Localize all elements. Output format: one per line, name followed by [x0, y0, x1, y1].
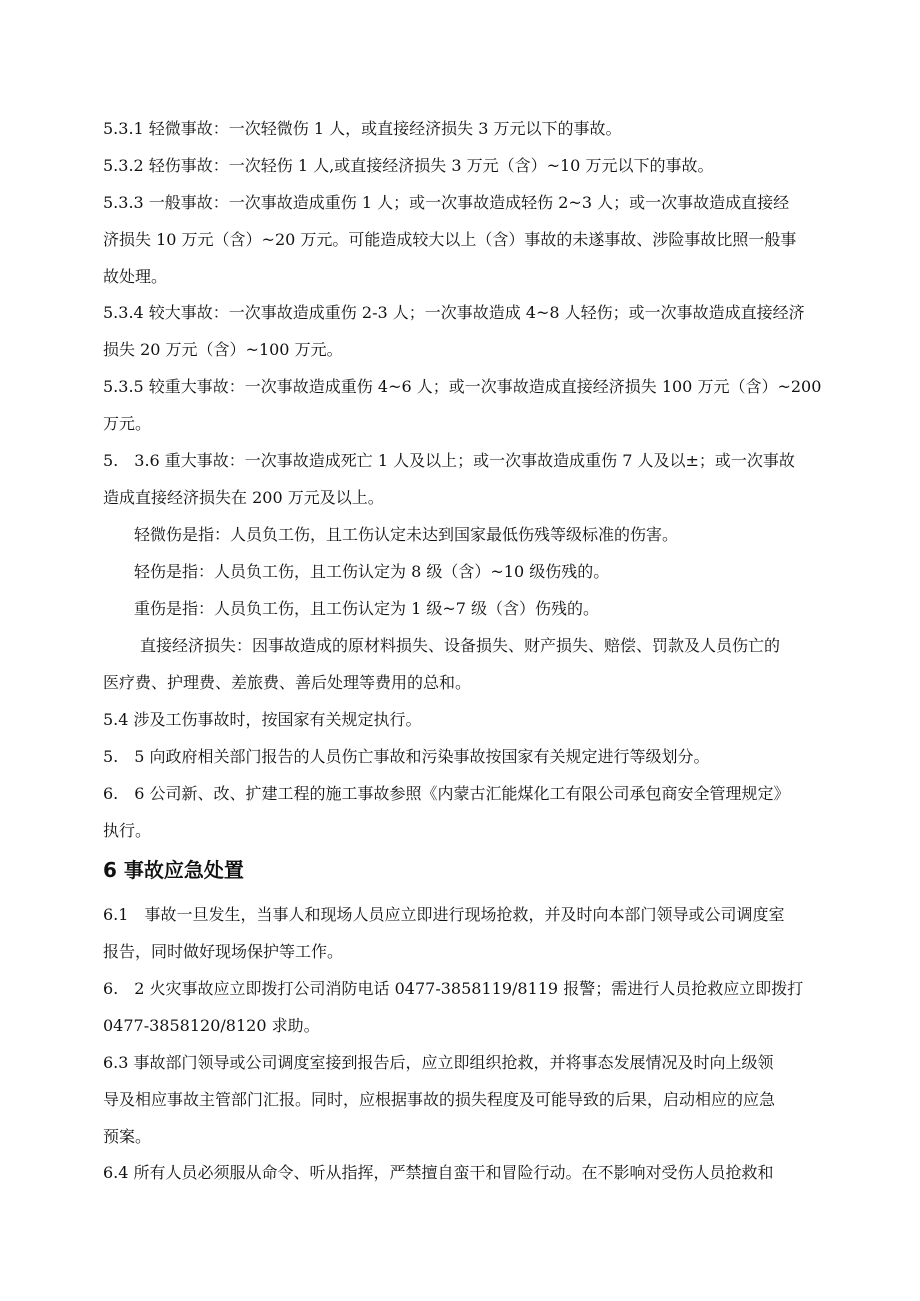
text-line: 5.3.2 轻伤事故：一次轻伤 1 人,或直接经济损失 3 万元（含）~10 万元以下的事故。: [103, 156, 714, 175]
clause-6-1: [103, 896, 823, 970]
text-line: 报告，同时做好现场保护等工作。: [103, 942, 344, 961]
text-line: 5.4 涉及工伤事故时，按国家有关规定执行。: [103, 710, 422, 729]
text-line: 直接经济损失：因事故造成的原材料损失、设备损失、财产损失、赔偿、罚款及人员伤亡的: [140, 636, 781, 655]
definition-direct-loss: [103, 627, 823, 701]
text-line: 轻伤是指：人员负工伤，且工伤认定为 8 级（含）~10 级伤残的。: [134, 562, 610, 581]
text-line: 5.3.4 较大事故：一次事故造成重伤 2-3 人；一次事故造成 4~8 人轻伤；或一次事故造成直接经济: [103, 303, 805, 322]
clause-5-3-5: [103, 368, 823, 442]
clause-6-2: [103, 970, 823, 1044]
text-line: 造成直接经济损失在 200 万元及以上。: [103, 488, 384, 507]
text-line: 济损失 10 万元（含）~20 万元。可能造成较大以上（含）事故的未遂事故、涉险事故比照一般事: [103, 230, 797, 249]
text-line: 5. 5 向政府相关部门报告的人员伤亡事故和污染事故按国家有关规定进行等级划分。: [103, 747, 710, 766]
text-line: 轻微伤是指：人员负工伤，且工伤认定未达到国家最低伤残等级标准的伤害。: [134, 525, 679, 544]
definition-serious-injury: [134, 590, 824, 627]
text-line: 故处理。: [103, 267, 168, 286]
clause-5-3-1: [103, 110, 823, 147]
clause-5-6: [103, 775, 823, 849]
text-line: 5. 3.6 重大事故：一次事故造成死亡 1 人及以上；或一次事故造成重伤 7 人及以±；或一次事故: [103, 451, 795, 470]
clause-5-3-2: [103, 147, 823, 184]
clause-5-3-4: [103, 294, 823, 368]
text-line: 5.3.1 轻微事故：一次轻微伤 1 人，或直接经济损失 3 万元以下的事故。: [103, 119, 622, 138]
text-line: 6. 6 公司新、改、扩建工程的施工事故参照《内蒙古汇能煤化工有限公司承包商安全管理规定》: [103, 784, 790, 803]
text-line: 导及相应事故主管部门汇报。同时，应根据事故的损失程度及可能导致的后果，启动相应的应急: [103, 1090, 776, 1109]
clause-5-3-3: [103, 184, 823, 295]
clause-5-3-6: [103, 442, 823, 516]
clause-5-4: [103, 701, 823, 738]
text-line: 6.4 所有人员必须服从命令、听从指挥，严禁擅自蛮干和冒险行动。在不影响对受伤人员抢救和: [103, 1163, 774, 1182]
clause-6-4: [103, 1154, 823, 1191]
text-line: 损失 20 万元（含）~100 万元。: [103, 340, 343, 359]
text-line: 医疗费、护理费、差旅费、善后处理等费用的总和。: [103, 673, 472, 692]
text-line: 6.1 事故一旦发生，当事人和现场人员应立即进行现场抢救，并及时向本部门领导或公司调度室: [103, 905, 785, 924]
text-line: 5.3.5 较重大事故：一次事故造成重伤 4~6 人；或一次事故造成直接经济损失 100 万元（含）~200: [103, 377, 822, 396]
text-line: 重伤是指：人员负工伤，且工伤认定为 1 级~7 级（含）伤残的。: [134, 599, 600, 618]
text-line: 万元。: [103, 414, 152, 433]
text-line: 5.3.3 一般事故：一次事故造成重伤 1 人；或一次事故造成轻伤 2~3 人；或一次事故造成直接经: [103, 193, 790, 212]
text-line: 执行。: [103, 821, 152, 840]
text-line: 6. 2 火灾事故应立即拨打公司消防电话 0477-3858119/8119 报警；需进行人员抢救应立即拨打: [103, 979, 804, 998]
text-line: 6.3 事故部门领导或公司调度室接到报告后，应立即组织抢救，并将事态发展情况及时向上级领: [103, 1053, 774, 1072]
text-line: 0477-3858120/8120 求助。: [103, 1016, 320, 1035]
section-heading: 6 事故应急处置: [103, 858, 244, 882]
definition-minor-injury: [134, 516, 824, 553]
clause-6-3: [103, 1044, 823, 1155]
definition-light-injury: [134, 553, 824, 590]
clause-5-5: [103, 738, 823, 775]
text-line: 预案。: [103, 1127, 152, 1146]
